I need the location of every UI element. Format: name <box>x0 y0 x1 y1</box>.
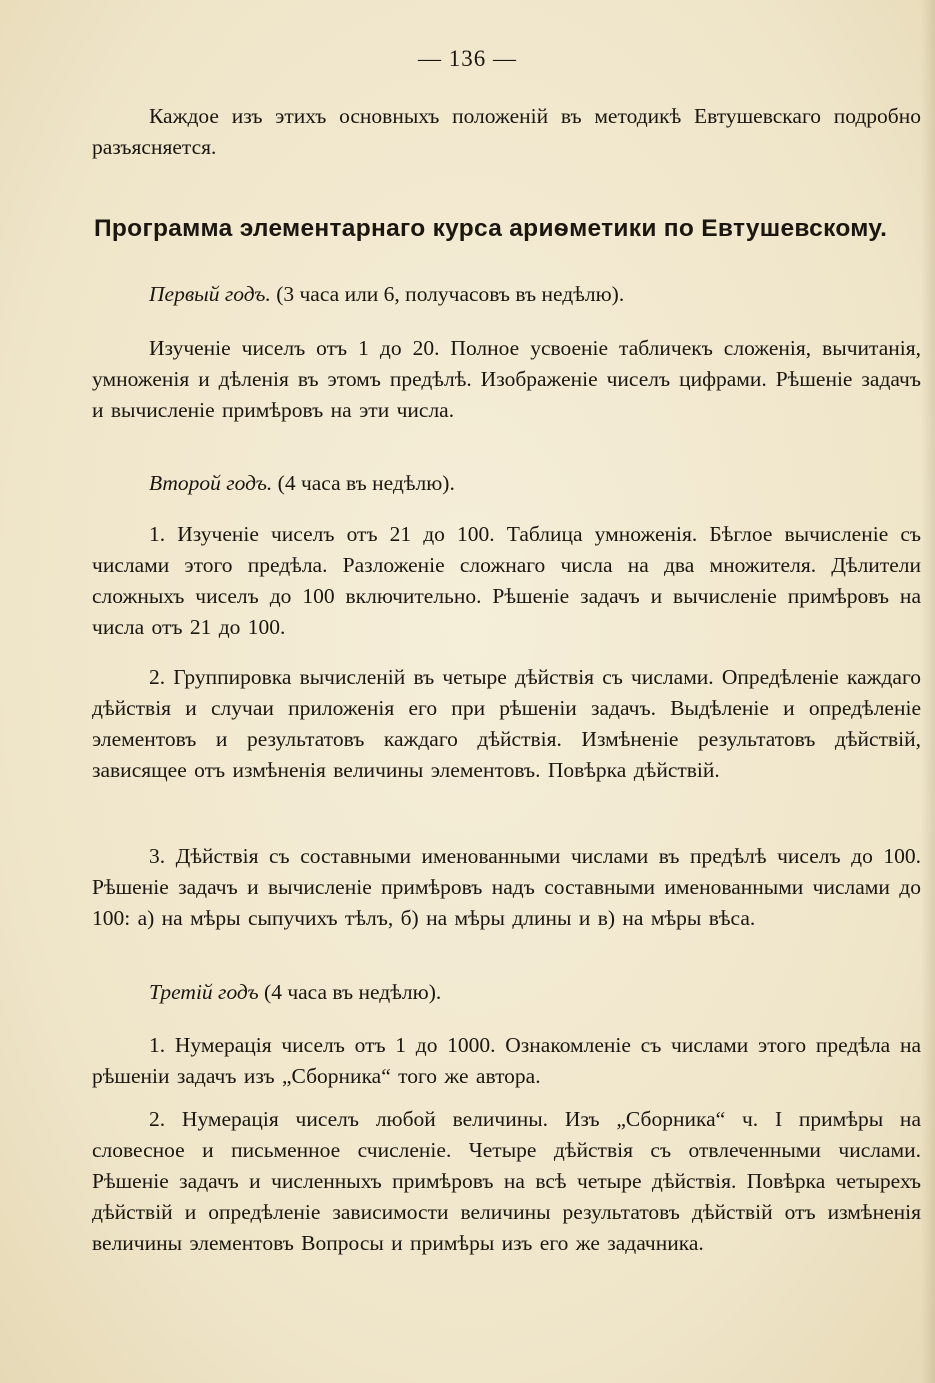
year-two-item-2 <box>92 662 921 786</box>
paragraph-text: 3. Дѣйствiя съ составными именованными числами въ предѣлѣ чиселъ до 100. Рѣшенiе задачъ и вычисленiе примѣровъ надъ составными именованными числами до 100: а) на мѣры сыпучихъ тѣлъ, б) на мѣры длины и в) на мѣры вѣса. <box>92 844 921 930</box>
year-two-name: Второй годъ. <box>149 471 273 495</box>
paragraph-text: 2. Нумерацiя чиселъ любой величины. Изъ „Сборника“ ч. I примѣры на словесное и письменное счисленiе. Четыре дѣйствiя съ отвлеченными числами. Рѣшенiе задачъ и численныхъ примѣровъ на всѣ четыре дѣйствiя. Повѣрка четырехъ дѣйствiй и опредѣленiе зависимости величины результатовъ дѣйствiй отъ измѣненiя величины элементовъ Вопросы и примѣры изъ его же задачника. <box>92 1107 921 1255</box>
intro-paragraph <box>92 101 921 163</box>
year-one-paragraph <box>92 333 921 426</box>
year-two-item-1 <box>92 519 921 643</box>
year-three-item-2 <box>92 1104 921 1259</box>
paragraph-text: Изученiе чиселъ отъ 1 до 20. Полное усвоенiе табличекъ сложенiя, вычитанiя, умноженiя и дѣленiя въ этомъ предѣлѣ. Изображенiе чиселъ цифрами. Рѣшенiе задачъ и вычисленiе примѣровъ на эти числа. <box>92 336 921 422</box>
year-two-item-3 <box>92 841 921 934</box>
paragraph-text: 2. Группировка вычисленiй въ четыре дѣйствiя съ числами. Опредѣленiе каждаго дѣйствiя и случаи приложенiя его при рѣшенiи задачъ. Выдѣленiе и опредѣленiе элементовъ и результатовъ каждаго дѣйствiя. Измѣненiе результатовъ дѣйствiй, зависящее отъ измѣненiя величины элементовъ. Повѣрка дѣйствiй. <box>92 665 921 782</box>
paragraph-text: 1. Изученiе чиселъ отъ 21 до 100. Таблица умноженiя. Бѣглое вычисленiе съ числами этого предѣла. Разложенiе сложнаго числа на два множителя. Дѣлители сложныхъ чиселъ до 100 включительно. Рѣшенiе задачъ и вычисленiе примѣровъ на числа отъ 21 до 100. <box>92 522 921 639</box>
section-heading: Программа элементарнаго курса ариѳметики по Евтушевскому. <box>94 215 888 242</box>
year-two-line <box>149 471 455 496</box>
page-number: — 136 — <box>418 46 517 71</box>
paragraph-text: 1. Нумерацiя чиселъ отъ 1 до 1000. Ознакомленiе съ числами этого предѣла на рѣшенiи задачъ изъ „Сборника“ того же автора. <box>92 1033 921 1088</box>
year-three-item-1 <box>92 1030 921 1092</box>
year-one-hours: (3 часа или 6, получасовъ въ недѣлю). <box>270 282 625 306</box>
intro-text: Каждое изъ этихъ основныхъ положенiй въ методикѣ Евтушевскаго подробно разъясняется. <box>92 104 921 159</box>
year-three-line <box>149 980 441 1005</box>
year-three-hours: (4 часа въ недѣлю). <box>258 980 442 1004</box>
year-two-hours: (4 часа въ недѣлю). <box>272 471 455 495</box>
year-one-line <box>149 282 624 307</box>
page-edge-shadow <box>921 0 935 1383</box>
year-one-name: Первый годъ. <box>149 282 271 306</box>
year-three-name: Третiй годъ <box>149 980 259 1004</box>
